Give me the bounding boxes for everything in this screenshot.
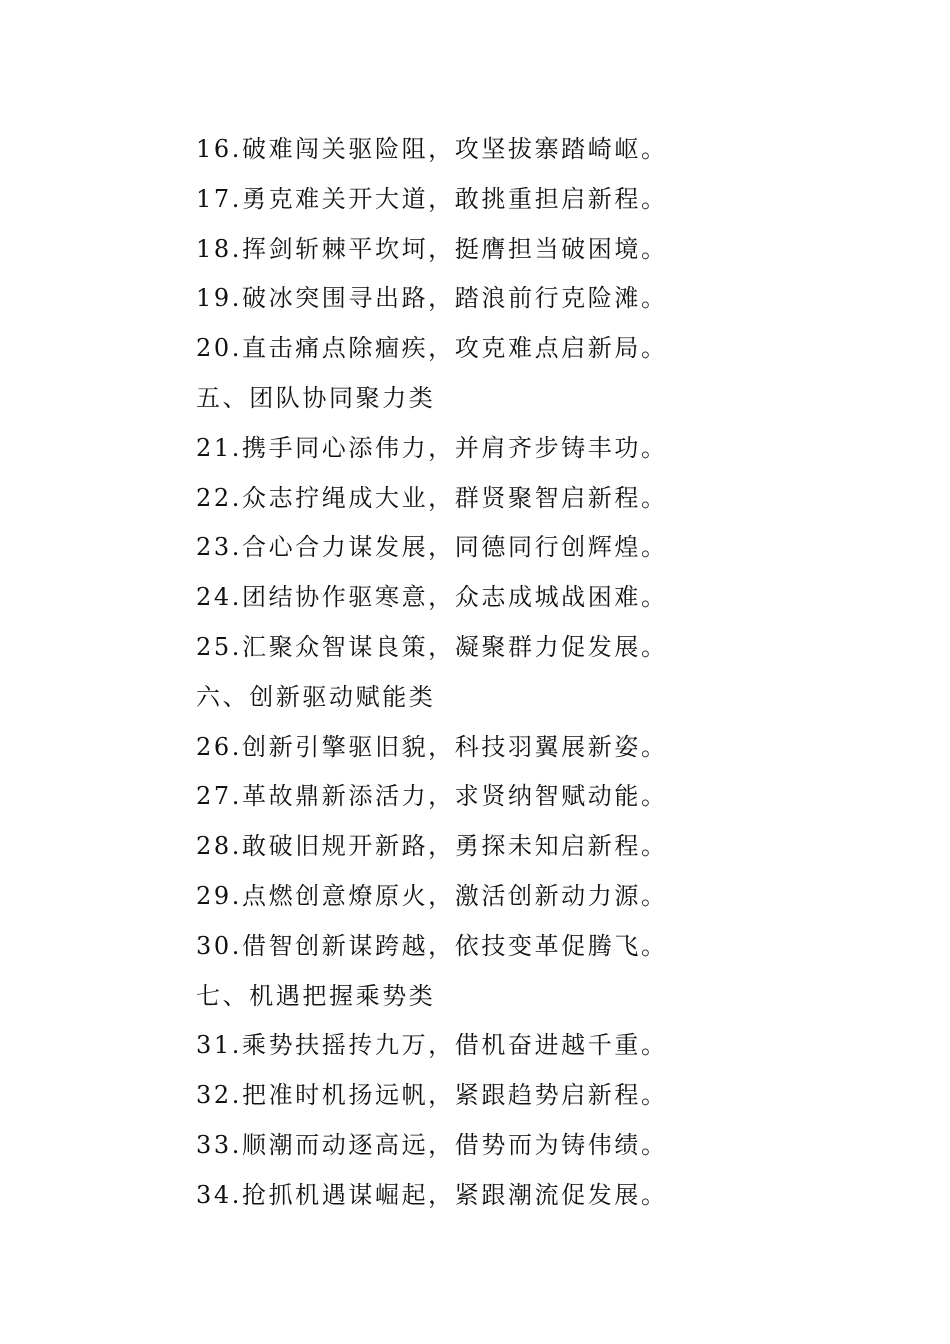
list-item: 29.点燃创意燎原火，激活创新动力源。 <box>196 881 668 910</box>
document-body <box>196 125 916 1221</box>
list-item: 26.创新引擎驱旧貌，科技羽翼展新姿。 <box>196 732 668 761</box>
list-item: 16.破难闯关驱险阻，攻坚拔寨踏崎岖。 <box>196 135 668 163</box>
list-item: 20.直击痛点除痼疾，攻克难点启新局。 <box>196 334 668 363</box>
list-item: 34.抢抓机遇谋崛起，紧跟潮流促发展。 <box>196 1180 668 1209</box>
list-item: 22.众志拧绳成大业，群贤聚智启新程。 <box>196 483 668 512</box>
section-heading: 五、团队协同聚力类 <box>196 383 436 412</box>
section-heading: 六、创新驱动赋能类 <box>196 682 436 711</box>
list-item: 21.携手同心添伟力，并肩齐步铸丰功。 <box>196 433 668 462</box>
list-item: 24.团结协作驱寒意，众志成城战困难。 <box>196 583 668 612</box>
list-item: 17.勇克难关开大道，敢挑重担启新程。 <box>196 184 668 213</box>
list-item: 33.顺潮而动逐高远，借势而为铸伟绩。 <box>196 1130 668 1159</box>
section-heading: 七、机遇把握乘势类 <box>196 981 436 1010</box>
list-item: 31.乘势扶摇抟九万，借机奋进越千重。 <box>196 1031 668 1060</box>
list-item: 27.革故鼎新添活力，求贤纳智赋动能。 <box>196 782 668 811</box>
list-item: 25.汇聚众智谋良策，凝聚群力促发展。 <box>196 632 668 661</box>
list-item: 30.借智创新谋跨越，依技变革促腾飞。 <box>196 931 668 960</box>
list-item: 23.合心合力谋发展，同德同行创辉煌。 <box>196 533 668 562</box>
list-item: 32.把准时机扬远帆，紧跟趋势启新程。 <box>196 1081 668 1110</box>
list-item: 18.挥剑斩棘平坎坷，挺膺担当破困境。 <box>196 234 668 263</box>
list-item: 28.敢破旧规开新路，勇探未知启新程。 <box>196 832 668 861</box>
list-item: 19.破冰突围寻出路，踏浪前行克险滩。 <box>196 284 668 313</box>
